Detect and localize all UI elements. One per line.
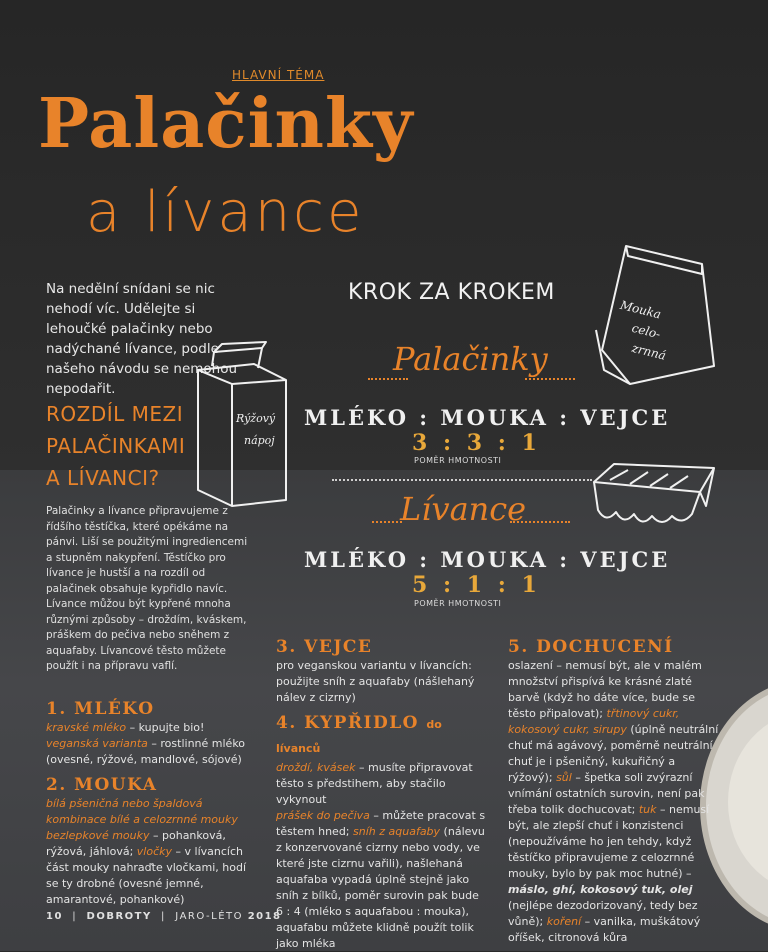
step-text: bezlepkové mouky – pohanková, rýžová, jáhlová; vločky – v lívancích část mouky nahraďte vločkami, hodí se ty drobné (ovesné jemné, amarantové, pohankové) xyxy=(46,829,247,906)
dotted-divider xyxy=(525,378,575,380)
step-text: bílá pšeničná nebo špaldová kombinace bílé a celozrnné mouky xyxy=(46,797,238,826)
steps-column-1 xyxy=(46,698,254,908)
flour-bag-illustration xyxy=(590,240,720,390)
carton-label: Rýžový xyxy=(236,412,276,425)
intro-paragraph: Na nedělní snídani se nic nehodí víc. Udělejte si lehoučké palačinky nebo nadýchané lívance, podle našeho návodu se nemohou nepodařit. xyxy=(46,281,238,397)
page-title: Palačinky xyxy=(38,84,414,164)
question-line: A LÍVANCI? xyxy=(46,466,160,490)
step-heading: 2. MOUKA xyxy=(46,775,158,795)
livance-ratio-label: MLÉKO : MOUKA : VEJCE xyxy=(304,547,671,572)
milk-carton-illustration xyxy=(192,340,292,510)
step-text: kravské mléko – kupujte bio! xyxy=(46,721,205,734)
step-heading: 4. KYPŘIDLO do lívanců xyxy=(276,713,442,755)
issue-year: 2018 xyxy=(247,911,282,922)
steps-column-3 xyxy=(508,636,722,946)
palacinky-ratio-value: 3 : 3 : 1 xyxy=(412,430,541,456)
step-text: oslazení – nemusí být, ale v malém množství přispívá ke krásné zlaté barvě (když ho dáte více, bude se těsto připalovat); třtinový cukr, kokosový cukr, sirupy (úplně neutrální chuť má agávový, poměrně neutrální chuť je i pšeničný, kukuřičný a rýžový); sůl – špetka soli zvýrazní vnímání ostatních surovin, není pak třeba tolik dochucovat; tuk – nemusí být, ale zlepší chuť i konzistenci (nepoužíváme ho jen tehdy, když těstíčko připravujeme z celozrnné mouky, bylo by pak moc hutné) – máslo, ghí, kokosový tuk, olej (nejlépe dezodorizovaný, tedy bez vůně); koření – vanilka, muškátový oříšek, citronová kůra xyxy=(508,659,719,944)
explanation-paragraph: Palačinky a lívance připravujeme z řídšího těstíčka, které opékáme na pánvi. Liší se použitými ingrediencemi a stupněm nakypření. Těstíčko pro lívance je hustší a na rozdíl od palačinek obsahuje kypřidlo navíc. Lívance můžou být kypřené mnoha různými způsoby – droždím, kváskem, práškem do pečiva nebo sněhem z aquafaby. Lívancové těsto můžete použít i na přípravu vaflí. xyxy=(46,505,248,672)
livance-ratio-value: 5 : 1 : 1 xyxy=(412,572,541,598)
steps-column-2 xyxy=(276,636,488,952)
step-text: pro veganskou variantu v lívancích: použijte sníh z aquafaby (nášlehaný nálev z cizrny) xyxy=(276,659,475,704)
bag-label: zrnná xyxy=(630,340,668,363)
bag-label: celo- xyxy=(630,320,662,342)
step-heading: 5. DOCHUCENÍ xyxy=(508,637,674,657)
issue-name: JARO-LÉTO xyxy=(175,911,243,922)
bag-label: Mouka xyxy=(618,297,663,322)
palacinky-heading: Palačinky xyxy=(393,340,548,378)
step-text: prášek do pečiva – můžete pracovat s těstem hned; sníh z aquafaby (nálevu z konzervované cizrny nebo vody, ve které jste cizrnu vařili), našlehaná aquafaba vypadá úplně stejně jako sníh z bílků, poměr surovin pak bude 6 : 4 (mléko s aquafabou : mouka), aquafabu můžete klidně použít tolik jako mléka xyxy=(276,809,486,950)
dotted-divider xyxy=(332,479,592,481)
livance-heading: Lívance xyxy=(400,490,527,528)
section-heading-krok: KROK ZA KROKEM xyxy=(348,280,555,305)
palacinky-ratio-note: POMĚR HMOTNOSTI xyxy=(414,456,502,465)
livance-ratio-note: POMĚR HMOTNOSTI xyxy=(414,599,502,608)
page-subtitle: a lívance xyxy=(86,180,365,245)
section-tag[interactable]: HLAVNÍ TÉMA xyxy=(232,68,325,82)
question-line: PALAČINKAMI xyxy=(46,434,186,458)
question-line: ROZDÍL MEZI xyxy=(46,402,184,426)
step-text: veganská varianta – rostlinné mléko (ovesné, rýžové, mandlové, sójové) xyxy=(46,737,246,766)
page-footer: 10 | DOBROTY | JARO-LÉTO 2018 xyxy=(46,911,282,922)
step-text: droždí, kvásek – musíte připravovat těsto s předstihem, aby stačilo vykynout xyxy=(276,761,473,806)
page-number: 10 xyxy=(46,911,63,922)
palacinky-ratio-label: MLÉKO : MOUKA : VEJCE xyxy=(304,405,671,430)
dotted-divider xyxy=(372,521,402,523)
egg-carton-illustration xyxy=(590,458,720,532)
step-heading: 3. VEJCE xyxy=(276,637,373,657)
dotted-divider xyxy=(510,521,570,523)
dotted-divider xyxy=(368,378,408,380)
step-heading: 1. MLÉKO xyxy=(46,699,155,719)
magazine-name: DOBROTY xyxy=(86,911,152,922)
carton-label: nápoj xyxy=(244,434,275,447)
